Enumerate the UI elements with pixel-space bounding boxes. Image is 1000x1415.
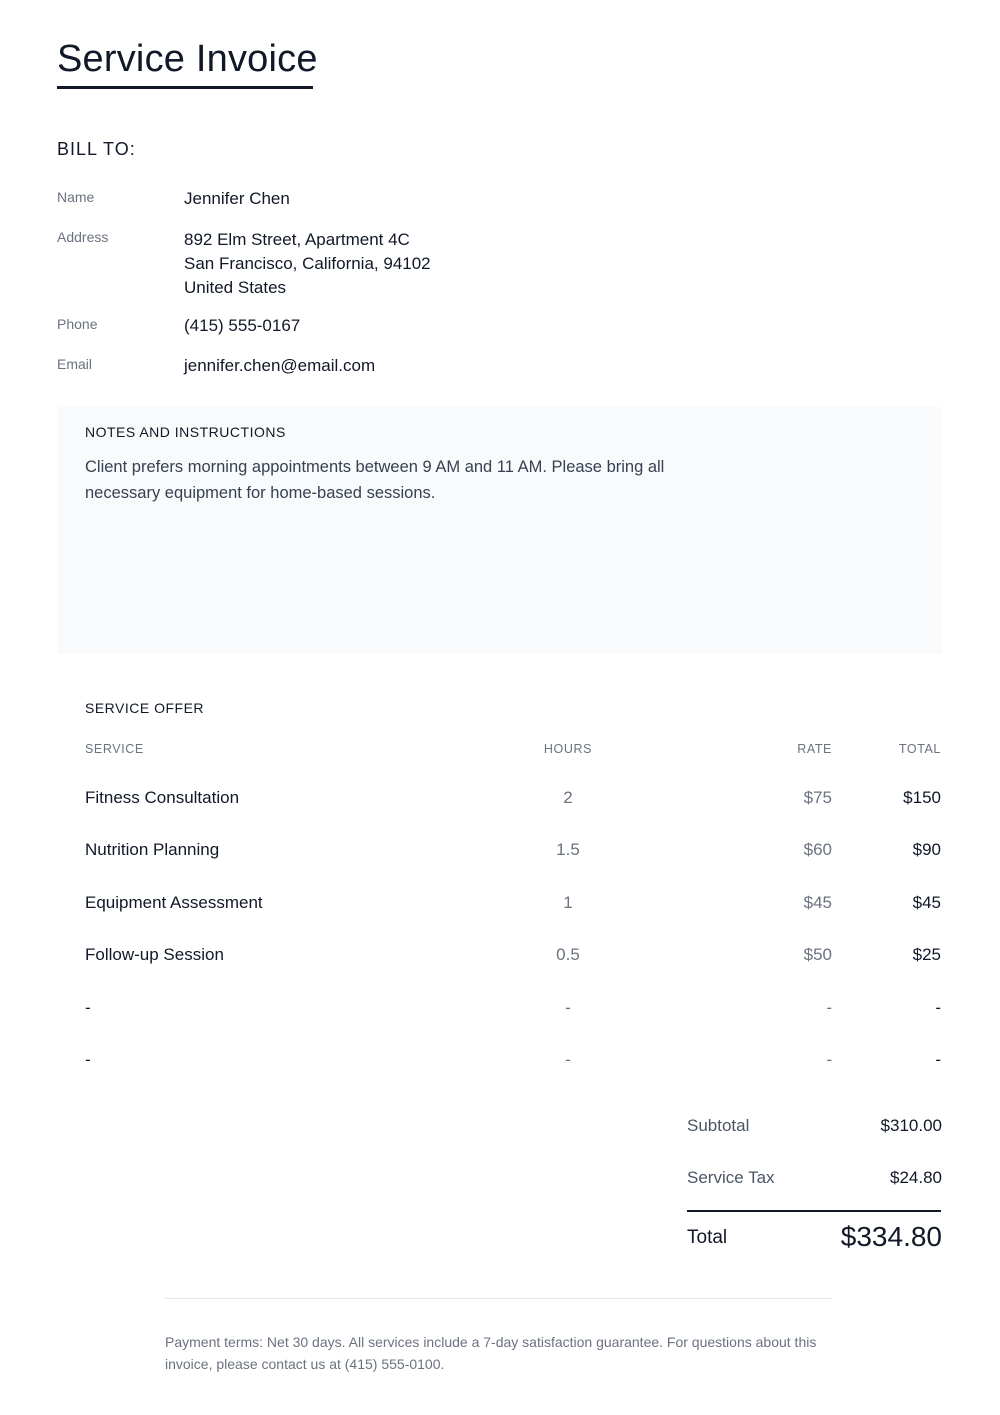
- hours-cell: 1: [563, 893, 573, 912]
- address-line-2: San Francisco, California, 94102: [184, 254, 431, 273]
- total-label: Total: [687, 1227, 728, 1248]
- total-cell: $150: [903, 788, 941, 807]
- service-cell: -: [85, 998, 91, 1017]
- hours-cell: 0.5: [556, 945, 580, 964]
- column-header-rate: RATE: [797, 742, 832, 756]
- address-label: Address: [57, 229, 109, 245]
- client-phone: (415) 555-0167: [184, 316, 301, 335]
- service-cell: Equipment Assessment: [85, 893, 263, 912]
- hours-cell: 2: [563, 788, 573, 807]
- phone-label: Phone: [57, 316, 98, 332]
- column-header-hours: HOURS: [543, 742, 593, 756]
- table-row: [0, 1048, 1000, 1072]
- bill-to-heading: BILL TO:: [57, 139, 136, 159]
- email-label: Email: [57, 356, 93, 372]
- footer-divider: [165, 1298, 832, 1299]
- total-cell: $25: [912, 945, 941, 964]
- address-line-1: 892 Elm Street, Apartment 4C: [184, 230, 410, 249]
- column-header-total: TOTAL: [898, 742, 941, 756]
- table-row: [0, 838, 1000, 862]
- service-cell: Nutrition Planning: [85, 840, 220, 859]
- service-cell: Fitness Consultation: [85, 788, 240, 807]
- service-tax-label: Service Tax: [687, 1168, 775, 1187]
- column-header-service: SERVICE: [85, 742, 144, 756]
- service-cell: -: [85, 1050, 91, 1069]
- total-value: $334.80: [840, 1221, 942, 1252]
- hours-cell: -: [565, 1050, 571, 1069]
- subtotal-label: Subtotal: [687, 1116, 750, 1135]
- table-row: [0, 943, 1000, 967]
- name-label: Name: [57, 189, 95, 205]
- total-cell: -: [935, 1050, 941, 1069]
- rate-cell: $60: [803, 840, 832, 859]
- service-cell: Follow-up Session: [85, 945, 224, 964]
- notes-title: NOTES AND INSTRUCTIONS: [85, 424, 286, 440]
- address-block: [184, 228, 431, 300]
- notes-text: Client prefers morning appointments between 9 AM and 11 AM. Please bring all necessary equipment for home-based sessions.: [85, 458, 665, 502]
- payment-terms: Payment terms: Net 30 days. All services include a 7-day satisfaction guarantee. For questions about this invoice, please contact us at (415) 555-0100.: [165, 1334, 817, 1372]
- total-cell: $90: [912, 840, 941, 859]
- notes-panel: [57, 407, 942, 654]
- table-row: [0, 996, 1000, 1020]
- hours-cell: -: [565, 998, 571, 1017]
- rate-cell: -: [826, 1050, 832, 1069]
- total-cell: -: [935, 998, 941, 1017]
- rate-cell: $75: [803, 788, 832, 807]
- client-email: jennifer.chen@email.com: [184, 356, 376, 375]
- hours-cell: 1.5: [556, 840, 580, 859]
- service-offer-title: SERVICE OFFER: [85, 700, 205, 716]
- service-tax-value: $24.80: [890, 1168, 942, 1187]
- rate-cell: $45: [803, 893, 832, 912]
- total-cell: $45: [912, 893, 941, 912]
- subtotal-value: $310.00: [880, 1116, 942, 1135]
- table-row: [0, 891, 1000, 915]
- rate-cell: -: [826, 998, 832, 1017]
- invoice-title: Service Invoice: [57, 38, 318, 80]
- rate-cell: $50: [803, 945, 832, 964]
- title-underline: [57, 86, 313, 89]
- client-name: Jennifer Chen: [184, 189, 290, 208]
- total-divider: [687, 1210, 941, 1212]
- address-line-3: United States: [184, 278, 287, 297]
- table-row: [0, 786, 1000, 810]
